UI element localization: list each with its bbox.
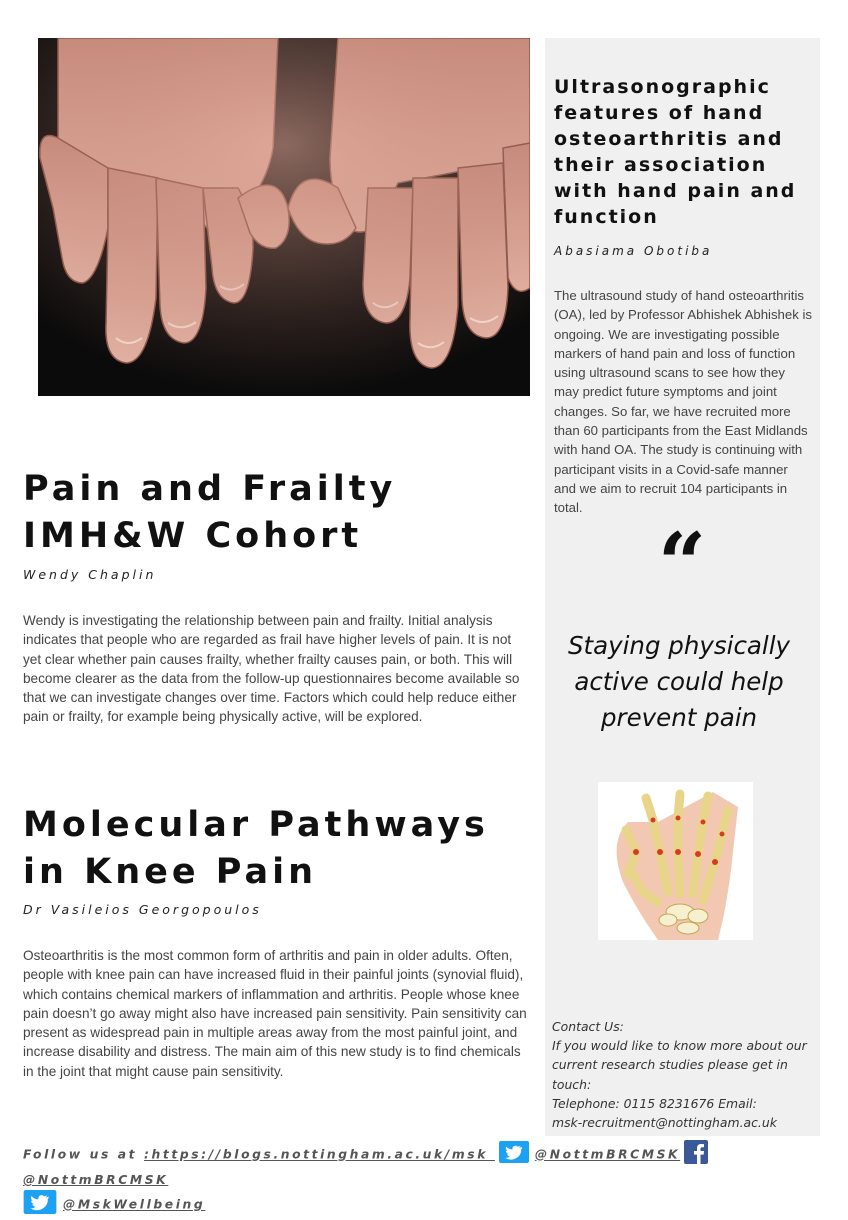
contact-intro: If you would like to know more about our current research studies please get in touch: xyxy=(552,1038,807,1092)
contact-heading: Contact Us: xyxy=(552,1019,624,1034)
hand-skeleton-illustration xyxy=(598,782,753,940)
article-body-pain-frailty: Wendy is investigating the relationship between pain and frailty. Initial analysis indicates that people who are regarded as frail have higher levels of pain. It is not yet clear whether pain causes frailty, whether frailty causes pain, or both. This will become clearer as the data from the follow-up questionnaires become available so that we can investigate changes over time. Factors which could help reduce either pain or frailty, for example being physically active, will be explored. xyxy=(23,613,520,725)
twitter-icon[interactable] xyxy=(499,1141,529,1169)
article-title-pain-frailty: Pain and Frailty IMH&W Cohort xyxy=(23,469,397,556)
twitter-handle-wellbeing[interactable]: @MskWellbeing xyxy=(63,1197,206,1212)
article-author-pain-frailty: Wendy Chaplin xyxy=(23,567,157,582)
facebook-icon[interactable] xyxy=(684,1140,708,1170)
twitter-handle-brc[interactable]: @NottmBRCMSK xyxy=(534,1147,681,1162)
footer-social xyxy=(23,1140,823,1220)
footer-prefix: Follow us at xyxy=(23,1147,145,1162)
contact-block xyxy=(552,1017,817,1132)
sidebar-article-title: Ultrasonographic features of hand osteoarthritis and their association with hand pain and function xyxy=(554,76,797,228)
article-title-knee-pain: Molecular Pathways in Knee Pain xyxy=(23,805,489,892)
quote-mark-icon: “ xyxy=(657,514,707,613)
contact-email[interactable]: msk-recruitment@nottingham.ac.uk xyxy=(552,1115,777,1131)
twitter-icon[interactable] xyxy=(23,1190,57,1220)
contact-telephone: Telephone: 0115 8231676 Email: xyxy=(552,1095,757,1111)
article-body-knee-pain: Osteoarthritis is the most common form of arthritis and pain in older adults. Often, people with knee pain can have increased fluid in their painful joints (synovial fluid), which contains chemical markers of inflammation and arthritis. People whose knee pain doesn’t go away might also have increased pain sensitivity. Pain sensitivity can present as widespread pain in multiple areas away from the most painful joint, and increase disability and distress. The main aim of this new study is to find chemicals in the joint that might cause pain sensitivity. xyxy=(23,948,527,1079)
sidebar-article-author: Abasiama Obotiba xyxy=(554,244,713,258)
pull-quote: Staying physically active could help prevent pain xyxy=(567,631,791,732)
facebook-handle-brc[interactable]: @NottmBRCMSK xyxy=(23,1173,169,1187)
sidebar-article-body: The ultrasound study of hand osteoarthritis (OA), led by Professor Abhishek Abhishek is ongoing. We are investigating possible markers of hand pain and loss of function using ultrasound scans to see how they may predict future symptoms and joint changes. So far, we have recruited more than 60 participants from the East Midlands with hand OA. The study is continuing with participant visits in a Covid-safe manner and we aim to recruit 104 participants in total. xyxy=(554,288,813,516)
article-author-knee-pain: Dr Vasileios Georgopoulos xyxy=(23,902,262,917)
hands-photo xyxy=(38,38,530,396)
hand-skeleton-image xyxy=(598,782,753,940)
hands-photo-illustration xyxy=(38,38,530,396)
blog-link[interactable]: :https://blogs.nottingham.ac.uk/msk xyxy=(144,1147,495,1162)
